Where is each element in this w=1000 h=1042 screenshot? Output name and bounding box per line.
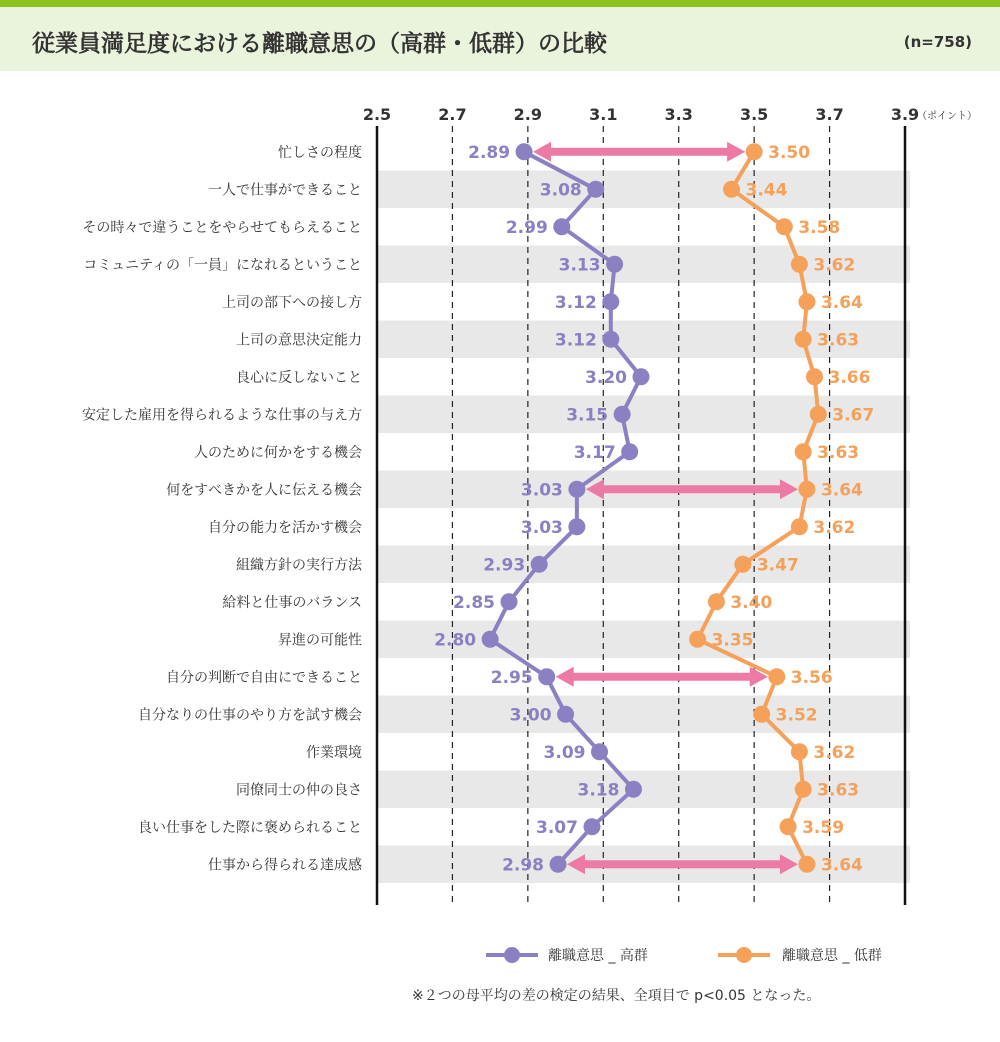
high-series-point	[557, 706, 574, 723]
low-series-point	[689, 631, 706, 648]
high-value-label: 3.17	[573, 442, 616, 463]
high-value-label: 2.89	[468, 142, 511, 163]
high-value-label: 2.95	[490, 667, 533, 688]
high-series-point	[587, 181, 604, 198]
category-label: 良い仕事をした際に褒められること	[138, 819, 362, 836]
low-value-label: 3.56	[790, 667, 833, 688]
low-series-point	[791, 256, 808, 273]
high-value-label: 3.15	[566, 405, 609, 426]
low-value-label: 3.67	[832, 405, 875, 426]
low-series-point	[780, 818, 797, 835]
x-tick-label: 2.7	[438, 105, 467, 124]
x-tick-label: 3.5	[739, 105, 769, 124]
category-label: 自分の能力を活かす機会	[208, 519, 362, 536]
high-value-label: 2.99	[505, 217, 548, 238]
high-series-point	[621, 443, 638, 460]
legend-high-label: 離職意思 _ 高群	[548, 948, 648, 964]
x-tick-label: 2.9	[513, 105, 543, 124]
low-value-label: 3.62	[813, 255, 856, 276]
category-label: 作業環境	[306, 744, 362, 761]
legend	[486, 947, 882, 964]
high-value-label: 2.93	[483, 555, 526, 576]
difference-arrow	[556, 667, 768, 687]
category-label: 同僚同士の仲の良さ	[236, 782, 362, 799]
category-label: 何をすべきかを人に伝える機会	[166, 482, 362, 499]
x-tick-label: 3.9	[890, 105, 920, 124]
low-value-label: 3.52	[775, 705, 818, 726]
low-value-label: 3.63	[817, 330, 860, 351]
category-label: 上司の意思決定能力	[236, 332, 362, 349]
high-series-point	[614, 406, 631, 423]
category-label: 給料と仕事のバランス	[222, 594, 362, 611]
category-label: 安定した雇用を得られるような仕事の与え方	[82, 407, 362, 424]
low-series-point	[798, 856, 815, 873]
category-label: 自分の判断で自由にできること	[166, 669, 362, 686]
legend-high-marker	[504, 947, 520, 963]
high-series-point	[591, 743, 608, 760]
low-value-label: 3.63	[817, 780, 860, 801]
high-series-point	[538, 668, 555, 685]
high-value-label: 2.80	[434, 630, 477, 651]
high-value-label: 3.13	[558, 255, 601, 276]
low-series-point	[810, 406, 827, 423]
low-series-point	[798, 481, 815, 498]
category-label: 人のために何かをする機会	[194, 444, 362, 461]
category-label: 一人で仕事ができること	[208, 182, 362, 199]
high-value-label: 2.85	[453, 592, 495, 613]
high-value-label: 3.12	[554, 292, 597, 313]
high-value-label: 3.03	[520, 480, 563, 501]
low-series-point	[806, 368, 823, 385]
high-series-point	[606, 256, 623, 273]
x-tick-labels	[363, 105, 977, 124]
high-series-point	[568, 481, 585, 498]
low-series-point	[753, 706, 770, 723]
high-value-label: 3.20	[585, 367, 627, 388]
low-value-label: 3.64	[820, 292, 863, 313]
high-series-point	[625, 781, 642, 798]
legend-low-label: 離職意思 _ 低群	[782, 948, 882, 964]
high-series-point	[553, 218, 570, 235]
x-tick-label: 3.3	[664, 105, 693, 124]
legend-low-marker	[736, 947, 752, 963]
high-series-point	[501, 593, 518, 610]
low-value-label: 3.58	[798, 217, 841, 238]
high-series-point	[583, 818, 600, 835]
low-value-label: 3.63	[817, 442, 860, 463]
low-value-label: 3.66	[828, 367, 871, 388]
x-tick-label: 3.1	[589, 105, 618, 124]
low-value-label: 3.59	[802, 817, 845, 838]
x-tick-label: 2.5	[362, 105, 392, 124]
low-series-point	[746, 143, 763, 160]
high-value-label: 3.08	[539, 180, 582, 201]
low-value-label: 3.64	[820, 855, 863, 876]
category-label: 良心に反しないこと	[236, 369, 362, 386]
low-value-label: 3.64	[820, 480, 863, 501]
high-value-label: 3.07	[536, 817, 578, 838]
category-label: 上司の部下への接し方	[222, 294, 362, 311]
low-series-point	[795, 443, 812, 460]
low-value-label: 3.44	[745, 180, 788, 201]
high-series-point	[602, 331, 619, 348]
low-value-label: 3.35	[711, 630, 754, 651]
high-value-label: 3.03	[520, 517, 563, 538]
high-series-point	[516, 143, 533, 160]
low-series-point	[798, 293, 815, 310]
low-value-label: 3.50	[768, 142, 811, 163]
high-series-point	[633, 368, 650, 385]
category-label: その時々で違うことをやらせてもらえること	[82, 219, 362, 236]
high-series-point	[568, 518, 585, 535]
low-series-point	[795, 331, 812, 348]
high-series-point	[602, 293, 619, 310]
low-series-point	[791, 518, 808, 535]
low-value-label: 3.62	[813, 742, 856, 763]
low-series-point	[776, 218, 793, 235]
low-value-label: 3.40	[730, 592, 773, 613]
low-series-point	[791, 743, 808, 760]
category-label: 仕事から得られる達成感	[208, 857, 362, 874]
low-value-label: 3.47	[756, 555, 799, 576]
chart-title: 従業員満足度における離職意思の（高群・低群）の比較	[32, 31, 607, 57]
low-series-point	[768, 668, 785, 685]
low-series-point	[734, 556, 751, 573]
x-unit-label: （ポイント）	[917, 111, 977, 122]
difference-arrow	[533, 142, 745, 162]
category-label: 忙しさの程度	[278, 144, 362, 161]
low-value-label: 3.62	[813, 517, 856, 538]
category-labels	[82, 144, 363, 874]
row-band	[377, 171, 910, 209]
high-value-label: 3.00	[509, 705, 552, 726]
high-value-label: 3.09	[543, 742, 586, 763]
category-label: 昇進の可能性	[278, 632, 362, 649]
high-value-label: 3.18	[577, 780, 620, 801]
high-series-point	[550, 856, 567, 873]
low-series-point	[723, 181, 740, 198]
x-tick-label: 3.7	[815, 105, 844, 124]
category-label: コミュニティの「一員」になれるということ	[83, 257, 362, 274]
high-value-label: 3.12	[554, 330, 597, 351]
high-value-label: 2.98	[502, 855, 545, 876]
low-series-point	[795, 781, 812, 798]
significance-note: ※２つの母平均の差の検定の結果、全項目で p<0.05 となった。	[412, 988, 821, 1004]
low-series-point	[708, 593, 725, 610]
category-label: 自分なりの仕事のやり方を試す機会	[138, 707, 362, 724]
category-label: 組織方針の実行方法	[236, 557, 362, 574]
high-series-point	[531, 556, 548, 573]
high-series-point	[482, 631, 499, 648]
sample-size: (n=758)	[903, 33, 972, 51]
